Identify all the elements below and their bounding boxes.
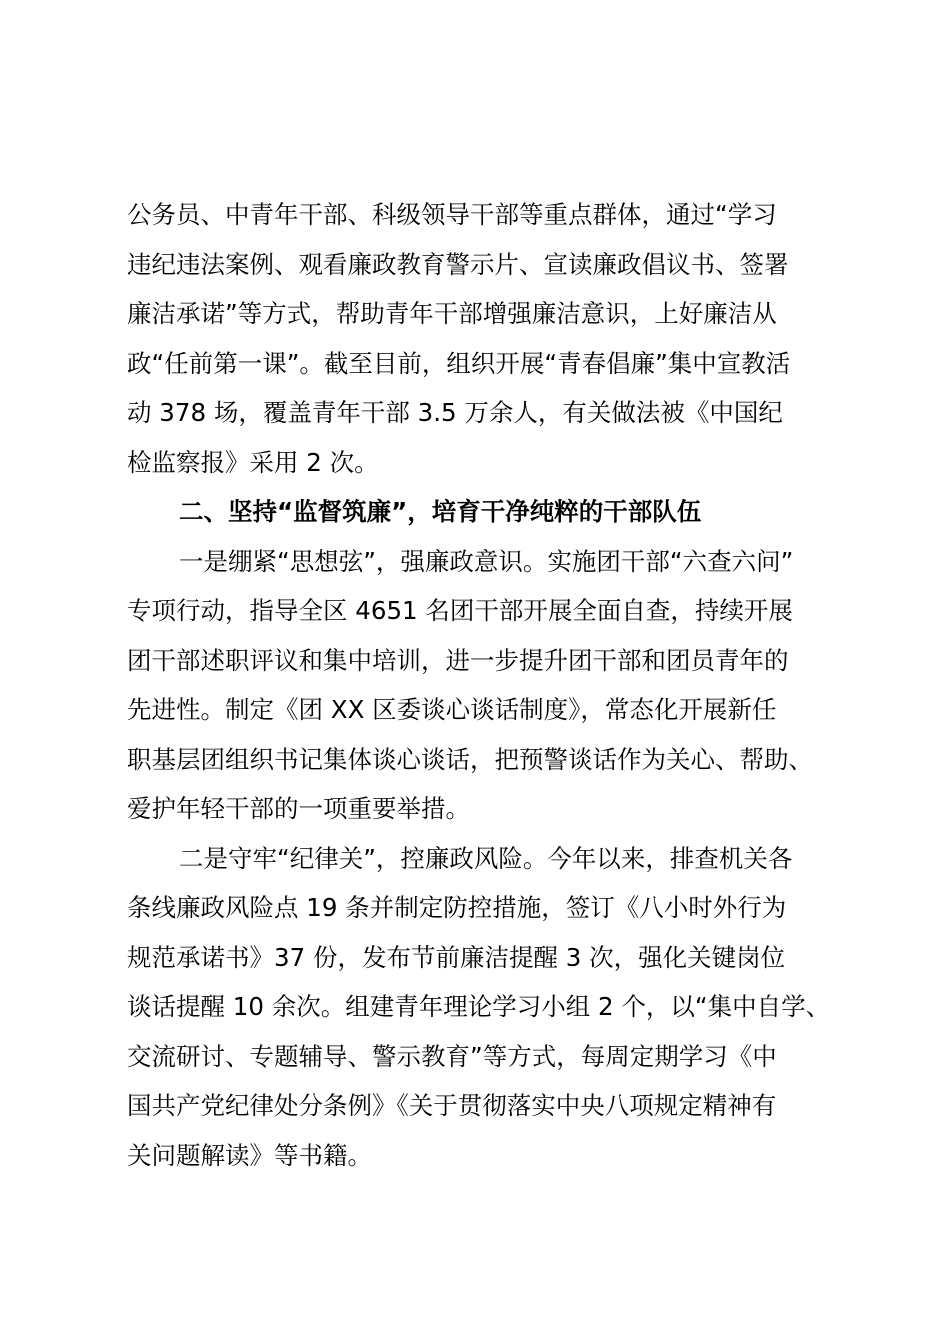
text-line: 关问题解读》等书籍。 [127,1140,372,1170]
document-body [127,190,831,1180]
text-line: 团干部述职评议和集中培训，进一步提升团干部和团员青年的 [127,645,789,675]
text-line: 职基层团组织书记集体谈心谈话，把预警谈话作为关心、帮助、 [127,744,813,774]
text-line: 违纪违法案例、观看廉政教育警示片、宣读廉政倡议书、签署 [127,249,789,279]
text-line: 爱护年轻干部的一项重要举措。 [127,794,470,823]
text-line: 公务员、中青年干部、科级领导干部等重点群体，通过“学习 [127,200,777,229]
text-line: 条线廉政风险点 19 条并制定防控措施，签订《八小时外行为 [127,893,787,922]
text-line: 国共产党纪律处分条例》《关于贯彻落实中央八项规定精神有 [127,1091,777,1120]
text-line: 先进性。制定《团 XX 区委谈心谈话制度》，常态化开展新任 [127,695,777,724]
text-line: 政“任前第一课”。截至目前，组织开展“青春倡廉”集中宣教活 [127,348,791,378]
section-heading: 二、坚持“监督筑廉”，培育干净纯粹的干部队伍 [179,497,702,526]
text-line: 交流研讨、专题辅导、警示教育”等方式，每周定期学习《中 [127,1041,777,1071]
paragraph-1 [127,190,827,487]
text-line: 动 378 场，覆盖青年干部 3.5 万余人，有关做法被《中国纪 [127,398,783,427]
paragraph-2 [127,537,827,834]
text-line: 谈话提醒 10 余次。组建青年理论学习小组 2 个，以“集中自学、 [127,992,831,1021]
text-line: 一是绷紧“思想弦”，强廉政意识。实施团干部“六查六问” [179,546,794,576]
paragraph-3 [127,834,831,1181]
text-line: 廉洁承诺”等方式，帮助青年干部增强廉洁意识，上好廉洁从 [127,299,777,328]
text-line: 规范承诺书》37 份，发布节前廉洁提醒 3 次，强化关键岗位 [127,942,786,972]
text-line: 专项行动，指导全区 4651 名团干部开展全面自查，持续开展 [127,596,793,625]
text-line: 检监察报》采用 2 次。 [127,447,379,477]
text-line: 二是守牢“纪律关”，控廉政风险。今年以来，排查机关各 [179,843,793,873]
